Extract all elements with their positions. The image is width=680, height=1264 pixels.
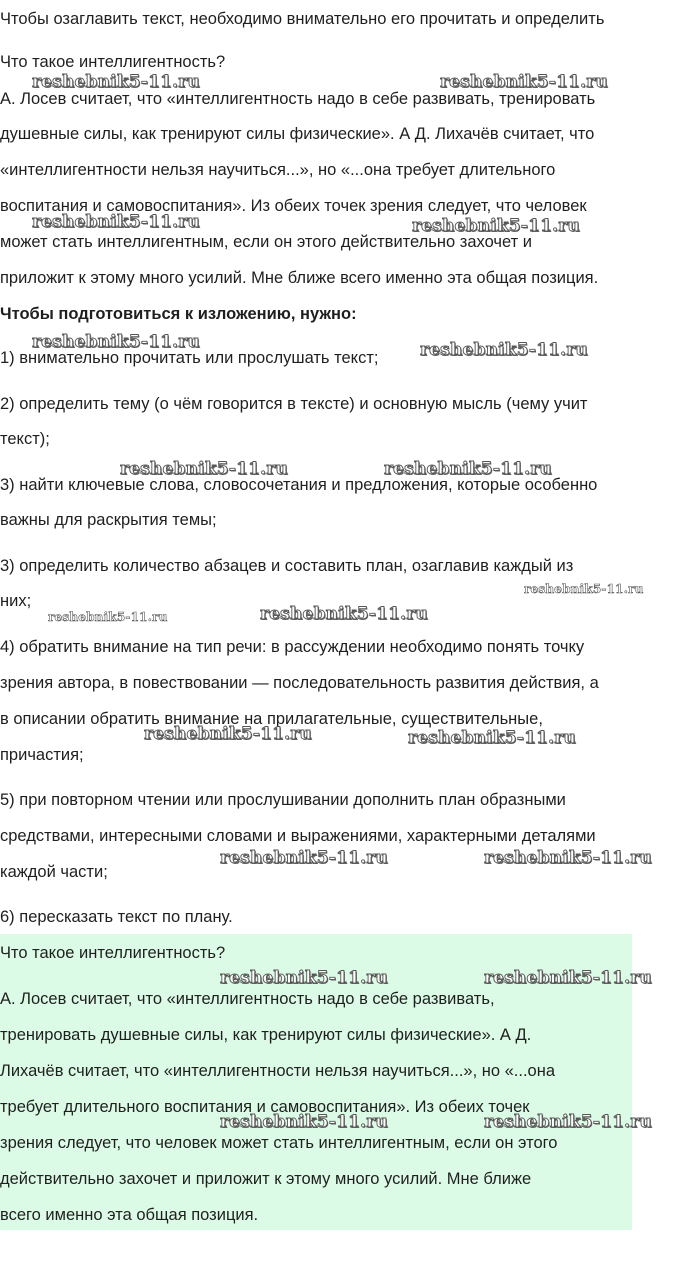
watermark: reshebnik5-11.ru bbox=[484, 1112, 652, 1132]
watermark: reshebnik5-11.ru bbox=[440, 72, 608, 92]
watermark: reshebnik5-11.ru bbox=[120, 459, 288, 479]
step-item: 2) определить тему (о чём говорится в тексте) и основную мысль (чему учит bbox=[0, 395, 588, 413]
watermark: reshebnik5-11.ru bbox=[220, 968, 388, 988]
essay-line: может стать интеллигентным, если он этого действительно захочет и bbox=[0, 233, 532, 251]
watermark: reshebnik5-11.ru bbox=[220, 1112, 388, 1132]
step-item: 4) обратить внимание на тип речи: в рассуждении необходимо понять точку bbox=[0, 638, 585, 656]
step-item-continuation: каждой части; bbox=[0, 863, 108, 881]
watermark: reshebnik5-11.ru bbox=[32, 212, 200, 232]
step-item-continuation: зрения автора, в повествовании — последовательность развития действия, а bbox=[0, 674, 599, 692]
step-item-continuation: в описании обратить внимание на прилагательные, существительные, bbox=[0, 710, 543, 728]
watermark: reshebnik5-11.ru bbox=[220, 848, 388, 868]
step-item: 3) определить количество абзацев и составить план, озаглавив каждый из bbox=[0, 557, 574, 575]
step-item-continuation: причастия; bbox=[0, 746, 84, 764]
step-item-continuation: средствами, интересными словами и выражениями, характерными деталями bbox=[0, 827, 596, 845]
watermark: reshebnik5-11.ru bbox=[260, 604, 428, 624]
step-item-continuation: текст); bbox=[0, 430, 50, 448]
answer-line: тренировать душевные силы, как тренируют силы физические». А Д. bbox=[0, 1026, 532, 1044]
watermark: reshebnik5-11.ru bbox=[524, 582, 644, 596]
watermark: reshebnik5-11.ru bbox=[408, 728, 576, 748]
step-item-continuation: них; bbox=[0, 592, 32, 610]
essay-line: «интеллигентности нельзя научиться...», но «...она требует длительного bbox=[0, 161, 556, 179]
essay-line: приложит к этому много усилий. Мне ближе всего именно эта общая позиция. bbox=[0, 269, 599, 287]
essay-line: душевные силы, как тренируют силы физические». А Д. Лихачёв считает, что bbox=[0, 125, 595, 143]
intro-line: Чтобы озаглавить текст, необходимо внимательно его прочитать и определить bbox=[0, 10, 605, 28]
answer-line: требует длительного воспитания и самовоспитания». Из обеих точек bbox=[0, 1098, 530, 1116]
answer-line: зрения следует, что человек может стать интеллигентным, если он этого bbox=[0, 1134, 558, 1152]
watermark: reshebnik5-11.ru bbox=[384, 459, 552, 479]
watermark: reshebnik5-11.ru bbox=[412, 216, 580, 236]
step-item: 6) пересказать текст по плану. bbox=[0, 908, 233, 926]
watermark: reshebnik5-11.ru bbox=[484, 848, 652, 868]
answer-line: Лихачёв считает, что «интеллигентности нельзя научиться...», но «...она bbox=[0, 1062, 556, 1080]
watermark: reshebnik5-11.ru bbox=[420, 340, 588, 360]
essay-line: А. Лосев считает, что «интеллигентность надо в себе развивать, тренировать bbox=[0, 90, 596, 108]
watermark: reshebnik5-11.ru bbox=[144, 724, 312, 744]
step-item: 1) внимательно прочитать или прослушать текст; bbox=[0, 349, 379, 367]
essay-question: Что такое интеллигентность? bbox=[0, 53, 226, 71]
watermark: reshebnik5-11.ru bbox=[484, 968, 652, 988]
step-item: 3) найти ключевые слова, словосочетания и предложения, которые особенно bbox=[0, 476, 598, 494]
watermark: reshebnik5-11.ru bbox=[48, 610, 168, 624]
answer-line: всего именно эта общая позиция. bbox=[0, 1206, 259, 1224]
watermark: reshebnik5-11.ru bbox=[32, 72, 200, 92]
step-item-continuation: важны для раскрытия темы; bbox=[0, 511, 217, 529]
steps-heading: Чтобы подготовиться к изложению, нужно: bbox=[0, 305, 357, 323]
essay-line: воспитания и самовоспитания». Из обеих точек зрения следует, что человек bbox=[0, 197, 587, 215]
answer-line: А. Лосев считает, что «интеллигентность надо в себе развивать, bbox=[0, 990, 495, 1008]
step-item: 5) при повторном чтении или прослушивании дополнить план образными bbox=[0, 791, 566, 809]
answer-line: действительно захочет и приложит к этому много усилий. Мне ближе bbox=[0, 1170, 532, 1188]
answer-question: Что такое интеллигентность? bbox=[0, 944, 226, 962]
watermark: reshebnik5-11.ru bbox=[32, 332, 200, 352]
